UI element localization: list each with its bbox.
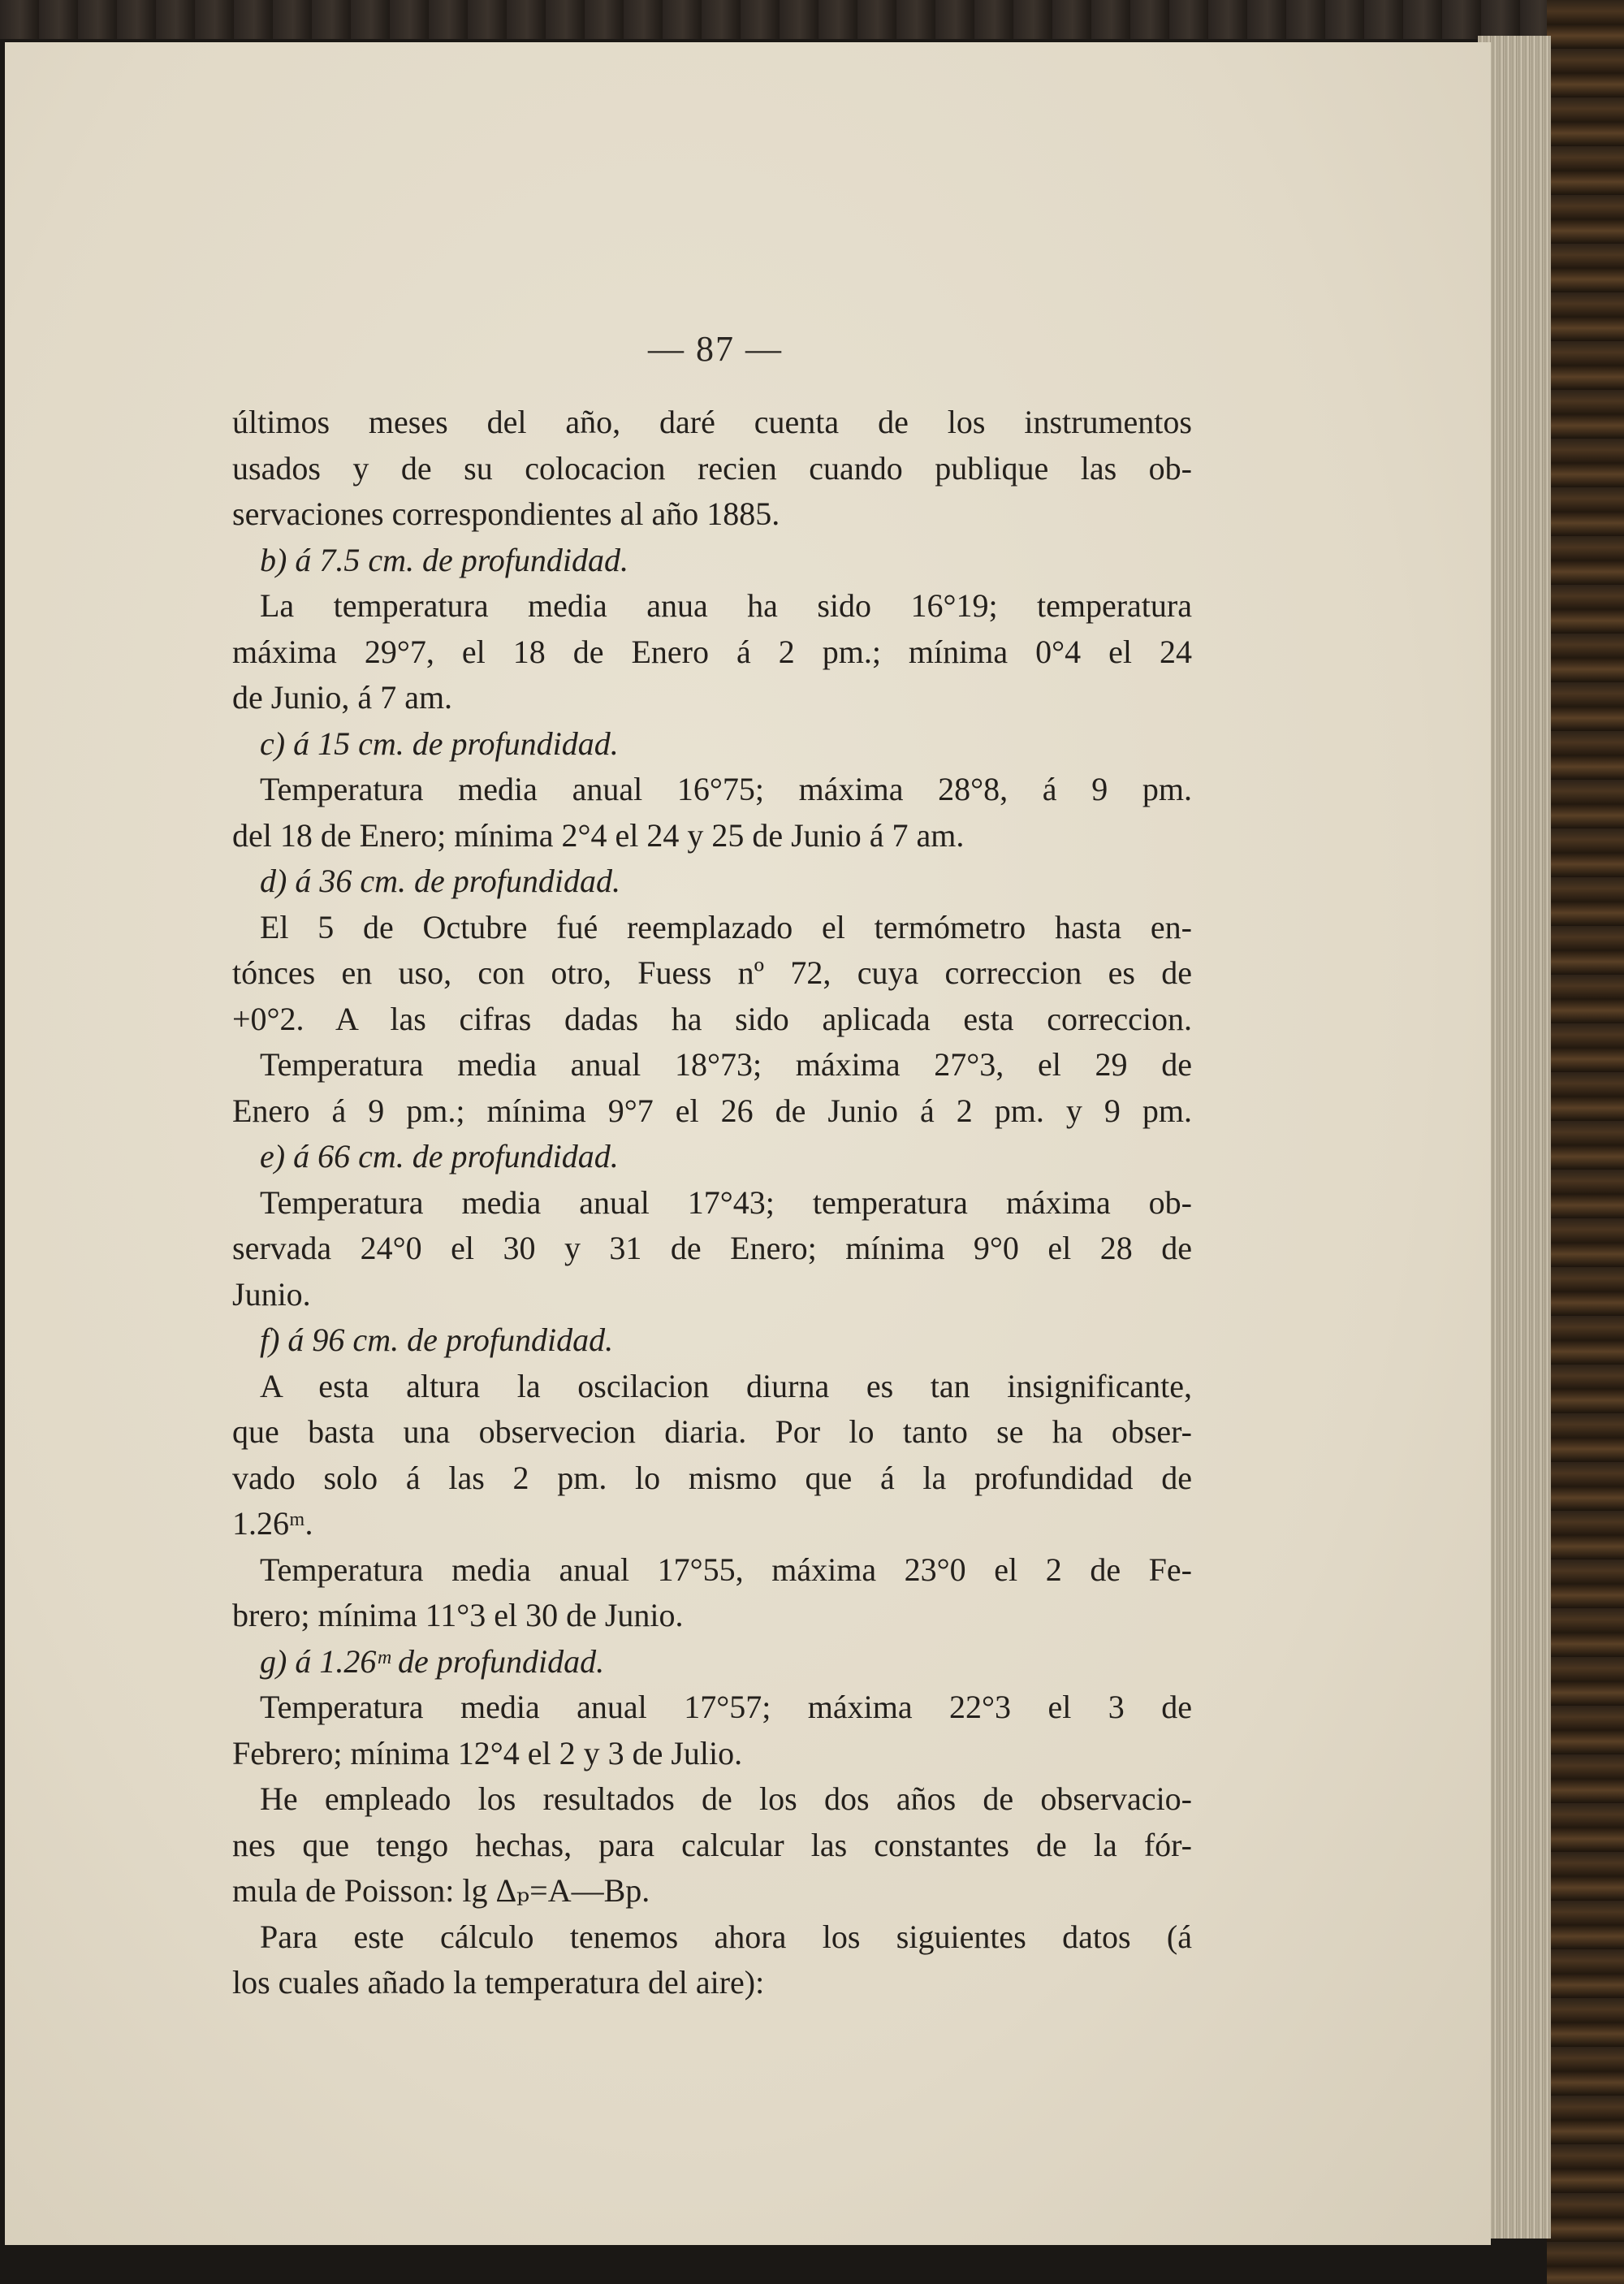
- text-line: máxima 29°7, el 18 de Enero á 2 pm.; mínima 0°4 el 24: [232, 633, 1192, 670]
- text-line: servaciones correspondientes al año 1885.: [232, 495, 780, 532]
- text-line: Temperatura media anual 16°75; máxima 28°8, á 9 pm.: [260, 771, 1192, 807]
- text-line: Temperatura media anual 17°57; máxima 22°3 el 3 de: [260, 1689, 1192, 1725]
- text-line: Para este cálculo tenemos ahora los siguientes datos (á: [260, 1918, 1192, 1955]
- text-line: mula de Poisson: lg Δₚ=A—Bp.: [232, 1872, 650, 1909]
- text-line: vado solo á las 2 pm. lo mismo que á la profundidad de: [232, 1459, 1192, 1496]
- text-line: tónces en uso, con otro, Fuess nº 72, cuya correccion es de: [232, 954, 1192, 991]
- text-line: Temperatura media anual 17°43; temperatura máxima ob-: [260, 1183, 1192, 1221]
- text-line: Junio.: [232, 1275, 311, 1313]
- text-line: últimos meses del año, daré cuenta de los instrumentos: [232, 404, 1192, 440]
- text-line: +0°2. A las cifras dadas ha sido aplicada esta correccion.: [232, 1000, 1192, 1037]
- text-line: Temperatura media anual 18°73; máxima 27°3, el 29 de: [260, 1046, 1192, 1083]
- page-number: — 87 —: [648, 329, 783, 369]
- text-line: que basta una observecion diaria. Por lo tanto se ha obser-: [232, 1413, 1192, 1450]
- text-line: A esta altura la oscilacion diurna es tan insignificante,: [260, 1367, 1192, 1404]
- text-line: usados y de su colocacion recien cuando publique las ob-: [232, 449, 1192, 487]
- page-sheet: [5, 42, 1491, 2245]
- section-heading: c) á 15 cm. de profundidad.: [260, 725, 619, 762]
- text-line: Enero á 9 pm.; mínima 9°7 el 26 de Junio á 2 pm. y 9 pm.: [232, 1092, 1192, 1129]
- text-line: La temperatura media anua ha sido 16°19; temperatura: [260, 587, 1192, 624]
- section-heading: d) á 36 cm. de profundidad.: [260, 863, 621, 899]
- section-heading: f) á 96 cm. de profundidad.: [260, 1322, 614, 1358]
- body-text: [232, 400, 1192, 2006]
- section-heading: g) á 1.26ᵐ de profundidad.: [260, 1642, 605, 1680]
- section-heading: b) á 7.5 cm. de profundidad.: [260, 541, 629, 578]
- book-top-edge: [0, 0, 1624, 39]
- text-line: los cuales añado la temperatura del aire):: [232, 1964, 765, 2001]
- book-binding: [1547, 0, 1624, 2284]
- text-line: Temperatura media anual 17°55, máxima 23°0 el 2 de Fe-: [260, 1551, 1192, 1588]
- text-line: servada 24°0 el 30 y 31 de Enero; mínima 9°0 el 28 de: [232, 1230, 1192, 1266]
- text-line: Febrero; mínima 12°4 el 2 y 3 de Julio.: [232, 1734, 743, 1771]
- text-line: 1.26ᵐ.: [232, 1505, 313, 1542]
- section-heading: e) á 66 cm. de profundidad.: [260, 1138, 619, 1174]
- text-line: del 18 de Enero; mínima 2°4 el 24 y 25 de Junio á 7 am.: [232, 816, 965, 854]
- text-line: de Junio, á 7 am.: [232, 679, 453, 716]
- text-line: brero; mínima 11°3 el 30 de Junio.: [232, 1597, 684, 1633]
- text-line: El 5 de Octubre fué reemplazado el termómetro hasta en-: [260, 908, 1192, 945]
- text-line: He empleado los resultados de los dos años de observacio-: [260, 1780, 1192, 1817]
- text-line: nes que tengo hechas, para calcular las constantes de la fór-: [232, 1826, 1192, 1863]
